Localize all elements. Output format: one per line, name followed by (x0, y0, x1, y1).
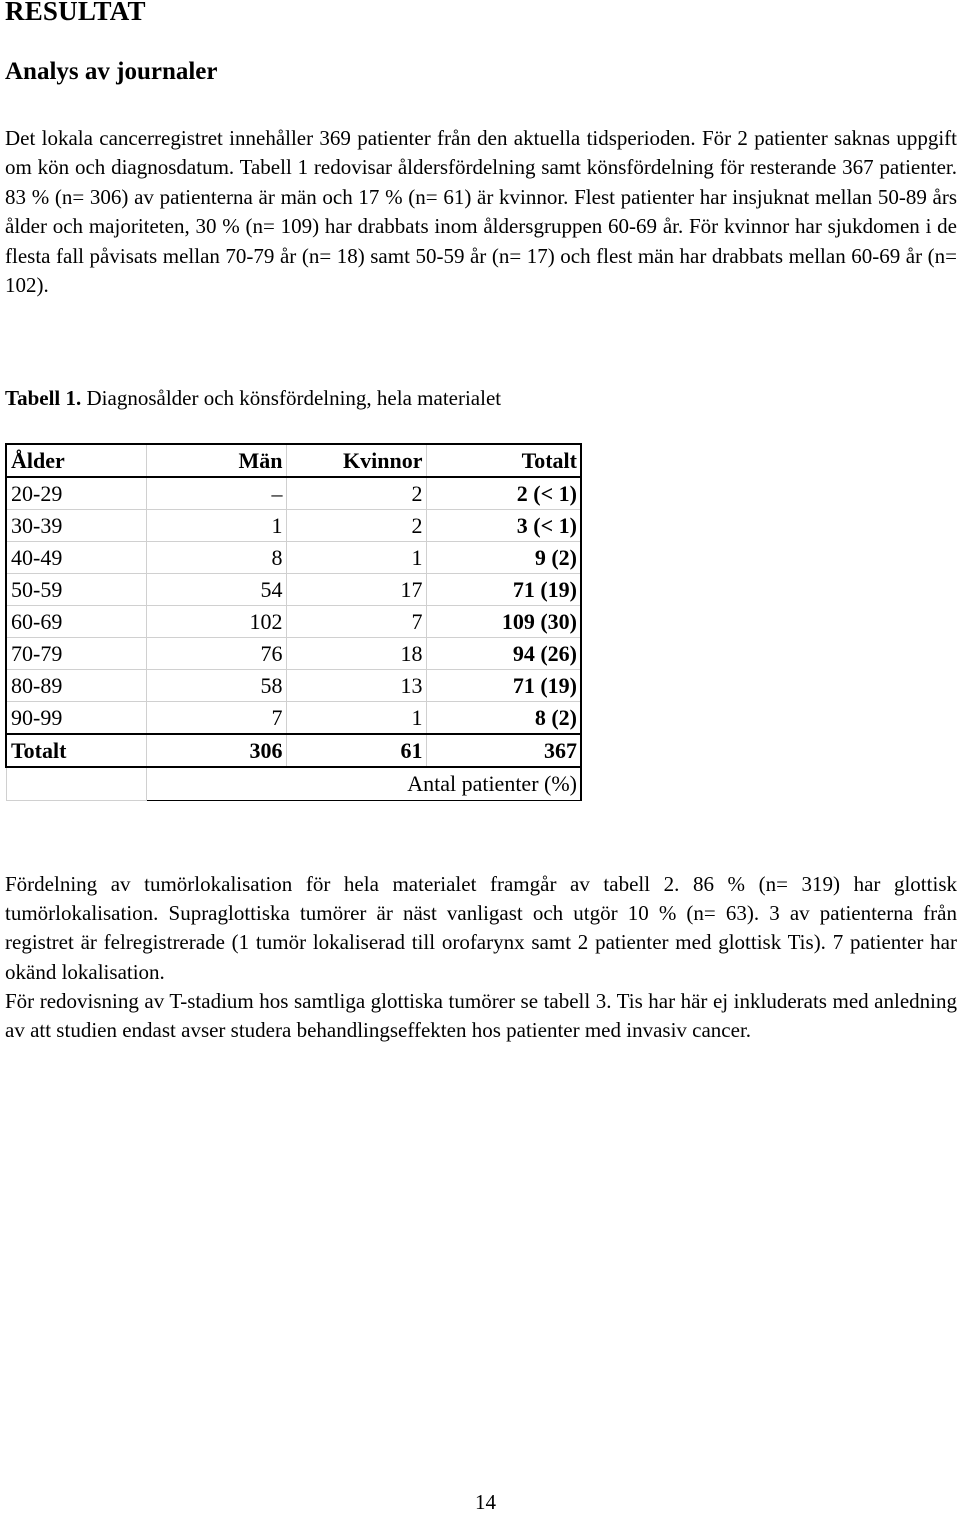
header-women: Kvinnor (286, 444, 426, 477)
cell-men: 102 (146, 606, 286, 638)
cell-total: 9 (2) (426, 542, 581, 574)
table-header-row (6, 444, 581, 477)
tumor-location-paragraph: Fördelning av tumörlokalisation för hela materialet framgår av tabell 2. 86 % (n= 319) har glottisk tumörlokalisation. Supraglottiska tumörer är näst vanligast och utgör 10 % (n= 63). 3 av patienterna från registret är felregistrerade (1 tumör lokaliserad till orofarynx samt 2 patienter med glottisk Tis). 7 patienter har okänd lokalisation. (5, 872, 957, 984)
cell-women: 13 (286, 670, 426, 702)
table-total-row (6, 734, 581, 767)
cell-men: 76 (146, 638, 286, 670)
total-men: 306 (146, 734, 286, 767)
table-row (6, 638, 581, 670)
table-row (6, 542, 581, 574)
empty-cell (6, 767, 146, 801)
cell-women: 18 (286, 638, 426, 670)
header-total: Totalt (426, 444, 581, 477)
total-label: Totalt (6, 734, 146, 767)
age-gender-table-wrapper (5, 443, 580, 801)
total-all: 367 (426, 734, 581, 767)
cell-women: 2 (286, 477, 426, 510)
cell-men: 58 (146, 670, 286, 702)
age-gender-table (5, 443, 582, 801)
table-row (6, 477, 581, 510)
cell-total: 94 (26) (426, 638, 581, 670)
cell-women: 1 (286, 702, 426, 735)
table-row (6, 606, 581, 638)
cell-men: – (146, 477, 286, 510)
header-men: Män (146, 444, 286, 477)
cell-age: 20-29 (6, 477, 146, 510)
subsection-title: Analys av journaler (5, 58, 218, 85)
intro-paragraph: Det lokala cancerregistret innehåller 369 patienter från den aktuella tidsperioden. För 2 patienter saknas uppgift om kön och diagnosdatum. Tabell 1 redovisar åldersfördelning samt könsfördelning för resterande 367 patienter. 83 % (n= 306) av patienterna är män och 17 % (n= 61) är kvinnor. Flest patienter har insjuknat mellan 50-89 års ålder och majoriteten, 30 % (n= 109) har drabbats inom åldersgruppen 60-69 år. För kvinnor har sjukdomen i de flesta fall påvisats mellan 70-79 år (n= 18) samt 50-59 år (n= 17) och flest män har drabbats mellan 60-69 år (n= 102). (5, 126, 957, 298)
cell-age: 80-89 (6, 670, 146, 702)
header-age: Ålder (6, 444, 146, 477)
cell-total: 3 (< 1) (426, 510, 581, 542)
cell-age: 70-79 (6, 638, 146, 670)
table-caption (5, 386, 501, 411)
cell-men: 7 (146, 702, 286, 735)
cell-age: 60-69 (6, 606, 146, 638)
cell-total: 109 (30) (426, 606, 581, 638)
table-caption-label: Tabell 1. (5, 386, 82, 410)
table-row (6, 670, 581, 702)
table-row (6, 574, 581, 606)
cell-men: 8 (146, 542, 286, 574)
cell-women: 7 (286, 606, 426, 638)
table-note-row (6, 767, 581, 801)
cell-age: 30-39 (6, 510, 146, 542)
cell-women: 17 (286, 574, 426, 606)
t-stage-paragraph: För redovisning av T-stadium hos samtliga glottiska tumörer se tabell 3. Tis har här ej inkluderats med anledning av att studien endast avser studera behandlingseffekten hos patienter med invasiv cancer. (5, 989, 957, 1043)
table-caption-text: Diagnosålder och könsfördelning, hela materialet (81, 386, 502, 410)
table-note: Antal patienter (%) (146, 767, 581, 801)
cell-total: 2 (< 1) (426, 477, 581, 510)
cell-age: 50-59 (6, 574, 146, 606)
cell-total: 8 (2) (426, 702, 581, 735)
cell-age: 90-99 (6, 702, 146, 735)
page-number: 14 (475, 1490, 496, 1514)
cell-age: 40-49 (6, 542, 146, 574)
table-row (6, 702, 581, 735)
cell-total: 71 (19) (426, 574, 581, 606)
table-row (6, 510, 581, 542)
total-women: 61 (286, 734, 426, 767)
cell-women: 2 (286, 510, 426, 542)
cell-men: 1 (146, 510, 286, 542)
cell-men: 54 (146, 574, 286, 606)
section-title: RESULTAT (5, 0, 146, 26)
cell-total: 71 (19) (426, 670, 581, 702)
cell-women: 1 (286, 542, 426, 574)
